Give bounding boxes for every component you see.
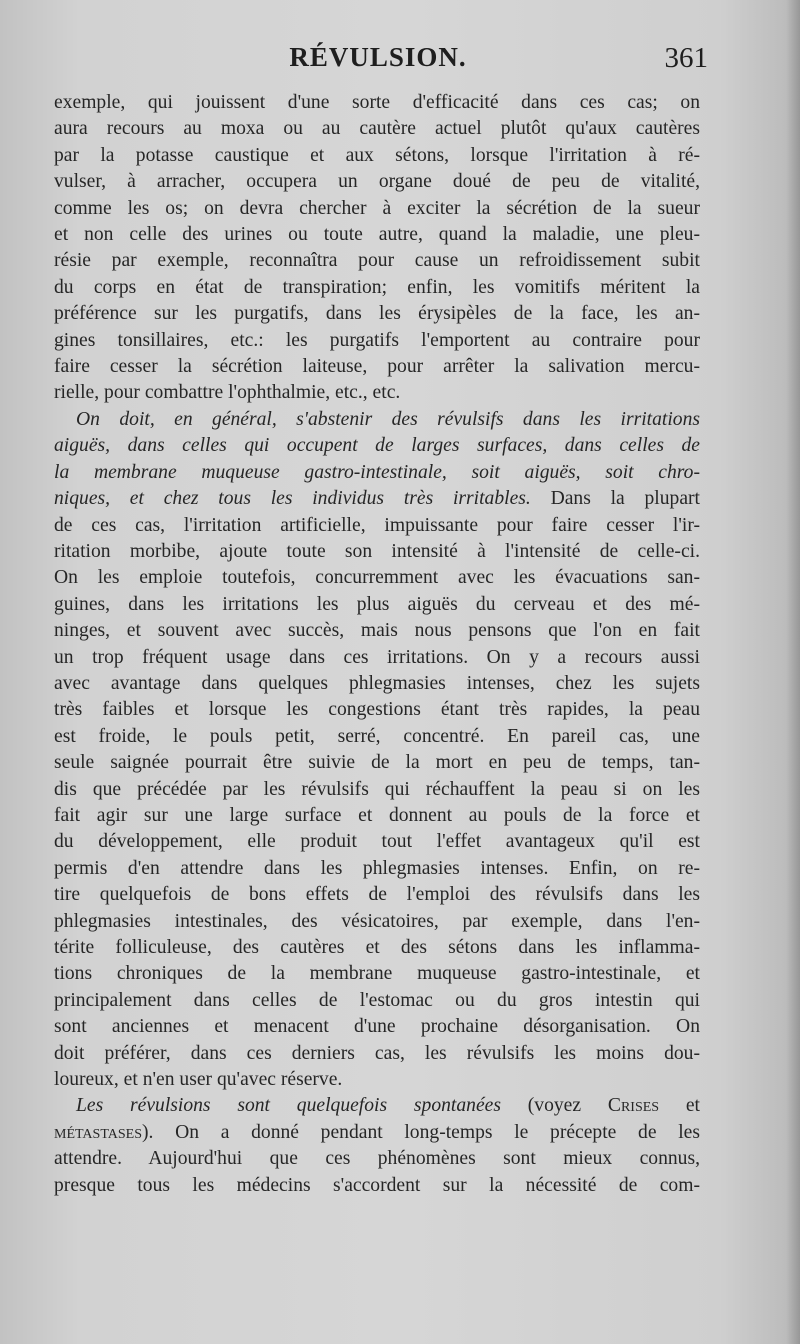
line-segment: On doit, en général, s'abstenir des révulsifs dans les irritations: [76, 408, 700, 430]
line-segment: fait agir sur une large surface et donnent au pouls de la force et: [54, 804, 700, 826]
text-line: [54, 248, 700, 274]
line-segment: doit préférer, dans ces derniers cas, les révulsifs les moins dou-: [54, 1042, 700, 1064]
text-line: [54, 433, 700, 459]
line-segment: faire cesser la sécrétion laiteuse, pour arrêter la salivation mercu-: [54, 356, 700, 378]
line-segment: ritation morbibe, ajoute toute son intensité à l'intensité de celle-ci.: [54, 540, 700, 562]
line-segment: résie par exemple, reconnaîtra pour cause un refroidissement subit: [54, 250, 700, 272]
line-segment: et non celle des urines ou toute autre, quand la maladie, une pleu-: [54, 224, 700, 246]
text-line: [54, 380, 700, 406]
text-line: [54, 618, 700, 644]
text-line: [54, 565, 700, 591]
text-line: [54, 301, 700, 327]
text-line: [54, 724, 700, 750]
line-segment: du développement, elle produit tout l'effet avantageux qu'il est: [54, 831, 700, 853]
line-segment: de ces cas, l'irritation artificielle, impuissante pour faire cesser l'ir-: [54, 514, 700, 536]
text-line: [54, 143, 700, 169]
body-text: [54, 90, 700, 1199]
text-line: [54, 1067, 700, 1093]
line-segment: métastases: [54, 1121, 142, 1143]
line-segment: principalement dans celles de l'estomac ou du gros intestin qui: [54, 989, 700, 1011]
text-line: [54, 1120, 700, 1146]
text-line: [54, 196, 700, 222]
line-segment: et: [659, 1095, 701, 1117]
text-line: [54, 645, 700, 671]
line-segment: loureux, et n'en user qu'avec réserve.: [54, 1069, 343, 1091]
text-line: [54, 671, 700, 697]
line-segment: comme les os; on devra chercher à exciter la sécrétion de la sueur: [54, 197, 700, 219]
page-number: 361: [664, 42, 708, 74]
line-segment: aura recours au moxa ou au cautère actuel plutôt qu'aux cautères: [54, 118, 700, 140]
line-segment: niques, et chez tous les individus très irritables.: [54, 488, 531, 510]
text-line: [54, 222, 700, 248]
line-segment: ). On a donné pendant long-temps le précepte de les: [142, 1121, 700, 1143]
line-segment: ninges, et souvent avec succès, mais nous pensons que l'on en fait: [54, 620, 700, 642]
line-segment: la membrane muqueuse gastro-intestinale, soit aiguës, soit chro-: [54, 461, 700, 483]
line-segment: presque tous les médecins s'accordent sur la nécessité de com-: [54, 1174, 700, 1196]
text-line: [54, 275, 700, 301]
text-line: [54, 513, 700, 539]
text-line: [54, 803, 700, 829]
line-segment: sont anciennes et menacent d'une prochaine désorganisation. On: [54, 1016, 700, 1038]
line-segment: vulser, à arracher, occupera un organe doué de peu de vitalité,: [54, 171, 700, 193]
text-line: [54, 407, 700, 433]
line-segment: par la potasse caustique et aux sétons, lorsque l'irritation à ré-: [54, 144, 700, 166]
text-line: [54, 1146, 700, 1172]
page-edge-shadow: [786, 0, 800, 1344]
line-segment: Dans la plupart: [530, 488, 700, 510]
line-segment: tire quelquefois de bons effets de l'emploi des révulsifs dans les: [54, 884, 700, 906]
line-segment: est froide, le pouls petit, serré, concentré. En pareil cas, une: [54, 725, 700, 747]
text-line: [54, 486, 700, 512]
text-line: [54, 169, 700, 195]
line-segment: gines tonsillaires, etc.: les purgatifs l'emportent au contraire pour: [54, 329, 700, 351]
text-line: [54, 1173, 700, 1199]
line-segment: préférence sur les purgatifs, dans les érysipèles de la face, les an-: [54, 303, 700, 325]
line-segment: du corps en état de transpiration; enfin, les vomitifs méritent la: [54, 276, 700, 298]
line-segment: phlegmasies intestinales, des vésicatoires, par exemple, dans l'en-: [54, 910, 700, 932]
line-segment: un trop fréquent usage dans ces irritations. On y a recours aussi: [54, 646, 700, 668]
line-segment: térite folliculeuse, des cautères et des sétons dans les inflamma-: [54, 937, 700, 958]
line-segment: exemple, qui jouissent d'une sorte d'efficacité dans ces cas; on: [54, 92, 700, 113]
line-segment: avec avantage dans quelques phlegmasies intenses, chez les sujets: [54, 672, 700, 694]
text-line: [54, 750, 700, 776]
line-segment: On les emploie toutefois, concurremment avec les évacuations san-: [54, 567, 700, 589]
text-line: [54, 882, 700, 908]
line-segment: Crises: [607, 1095, 660, 1117]
text-line: [54, 777, 700, 803]
text-line: [54, 90, 700, 116]
line-segment: tions chroniques de la membrane muqueuse gastro-intestinale, et: [54, 963, 700, 985]
text-line: [54, 1041, 700, 1067]
line-segment: seule saignée pourrait être suivie de la mort en peu de temps, tan-: [54, 752, 700, 774]
line-segment: (voyez: [500, 1095, 608, 1117]
line-segment: attendre. Aujourd'hui que ces phénomènes sont mieux connus,: [54, 1148, 700, 1170]
text-line: [54, 539, 700, 565]
text-line: [54, 328, 700, 354]
running-title: RÉVULSION.: [289, 42, 467, 72]
text-line: [54, 1093, 700, 1119]
line-segment: aiguës, dans celles qui occupent de larges surfaces, dans celles de: [54, 435, 700, 457]
text-line: [54, 116, 700, 142]
text-line: [54, 909, 700, 935]
text-line: [54, 1014, 700, 1040]
text-line: [54, 697, 700, 723]
text-line: [54, 354, 700, 380]
line-segment: Les révulsions sont quelquefois spontanées: [76, 1095, 501, 1117]
line-segment: permis d'en attendre dans les phlegmasies intenses. Enfin, on re-: [54, 857, 700, 879]
line-segment: dis que précédée par les révulsifs qui réchauffent la peau si on les: [54, 778, 700, 800]
text-line: [54, 460, 700, 486]
text-line: [54, 592, 700, 618]
page-header: [48, 42, 708, 82]
text-line: [54, 988, 700, 1014]
line-segment: guines, dans les irritations les plus aiguës du cerveau et des mé-: [54, 593, 700, 615]
text-line: [54, 829, 700, 855]
text-line: [54, 856, 700, 882]
text-line: [54, 935, 700, 961]
line-segment: très faibles et lorsque les congestions étant très rapides, la peau: [54, 699, 700, 721]
line-segment: rielle, pour combattre l'ophthalmie, etc., etc.: [54, 382, 401, 404]
text-line: [54, 961, 700, 987]
